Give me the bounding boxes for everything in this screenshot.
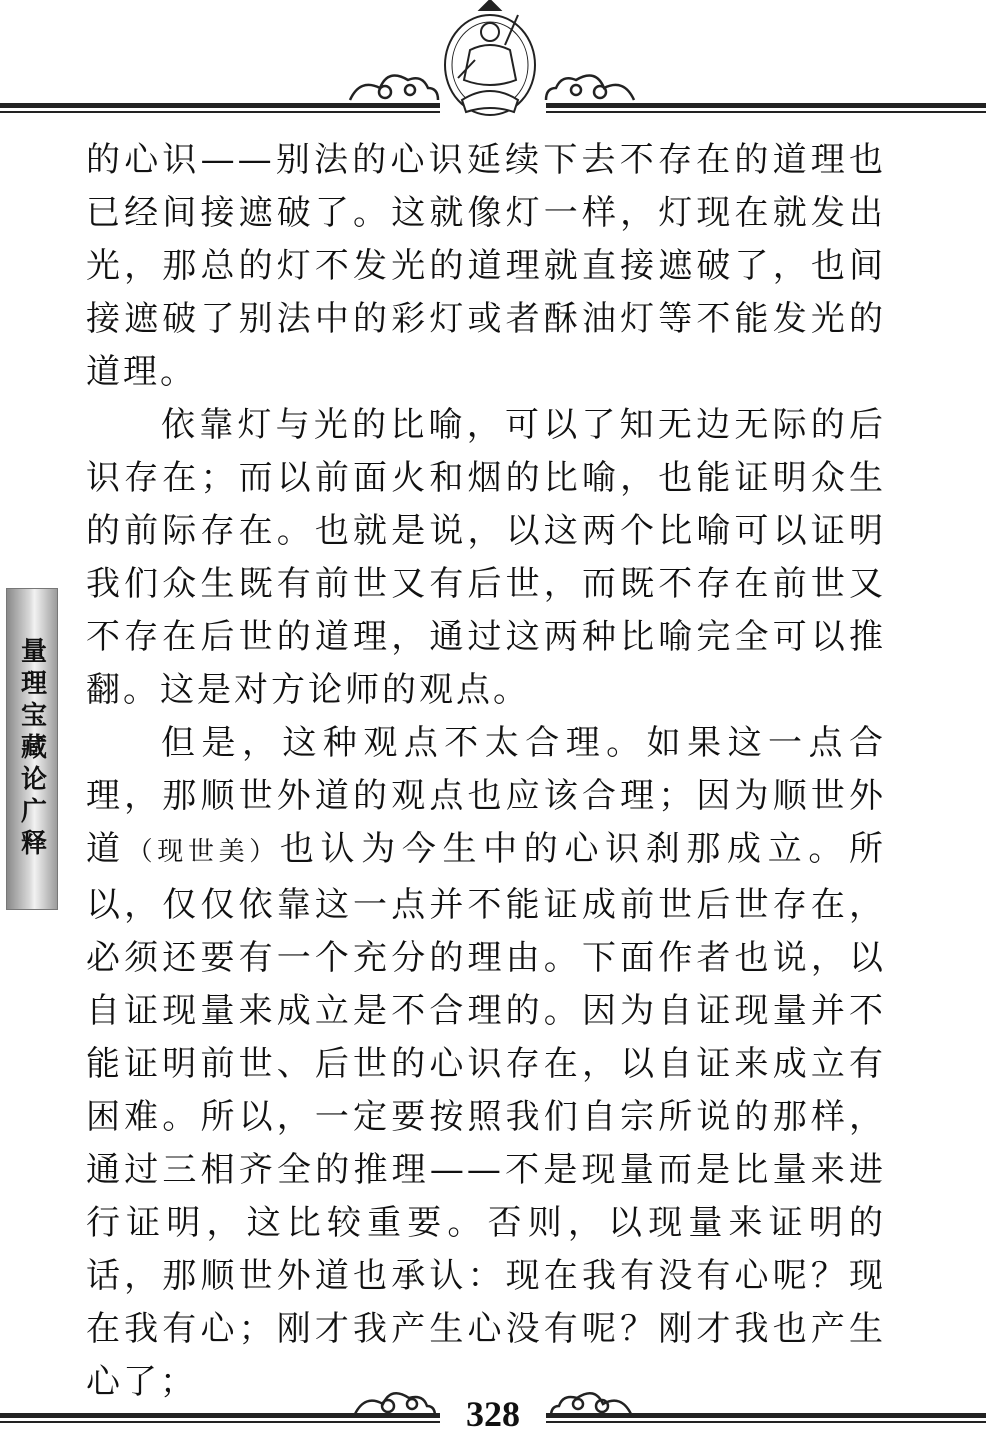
paragraph-3 bbox=[86, 717, 886, 1409]
side-tab bbox=[6, 588, 58, 910]
paragraph-2: 依靠灯与光的比喻，可以了知无边无际的后识存在；而以前面火和烟的比喻，也能证明众生的前际存在。也就是说，以这两个比喻可以证明我们众生既有前世又有后世，而既不存在前世又不存在后世的道理，通过这两种比喻完全可以推翻。这是对方论师的观点。 bbox=[86, 405, 886, 710]
buddha-figure-icon bbox=[445, 0, 535, 115]
paragraph-1: 的心识——别法的心识延续下去不存在的道理也已经间接遮破了。这就像灯一样，灯现在就发出光，那总的灯不发光的道理就直接遮破了，也间接遮破了别法中的彩灯或者酥油灯等不能发光的道理。 bbox=[86, 140, 886, 392]
header-ornament bbox=[0, 0, 986, 125]
paragraph-3-part-2: 也认为今生中的心识刹那成立。所以，仅仅依靠这一点并不能证成前世后世存在，必须还要有一个充分的理由。下面作者也说，以自证现量来成立是不合理的。因为自证现量并不能证明前世、后世的心识存在，以自证来成立有困难。所以，一定要按照我们自宗所说的那样，通过三相齐全的推理——不是现量而是比量来进行证明，这比较重要。否则，以现量来证明的话，那顺世外道也承认：现在我有没有心呢？现在我有心；刚才我产生心没有呢？刚才我也产生心了； bbox=[86, 829, 886, 1402]
body-text bbox=[86, 134, 886, 1409]
inline-note: （现世美） bbox=[126, 837, 280, 867]
page-header bbox=[0, 0, 986, 125]
book-title: 量理宝藏论广释 bbox=[16, 637, 47, 861]
page-number: 328 bbox=[466, 1394, 520, 1434]
cloud-ornament-right-icon bbox=[546, 76, 634, 101]
paragraph-3-part-1: 但是，这种观点不太合理。如果这一点合理，那顺世外道的观点也应该合理；因为顺世外道 bbox=[86, 723, 886, 869]
cloud-ornament-footer-left-icon bbox=[355, 1393, 435, 1416]
cloud-ornament-footer-right-icon bbox=[551, 1393, 631, 1416]
cloud-ornament-left-icon bbox=[350, 76, 438, 101]
